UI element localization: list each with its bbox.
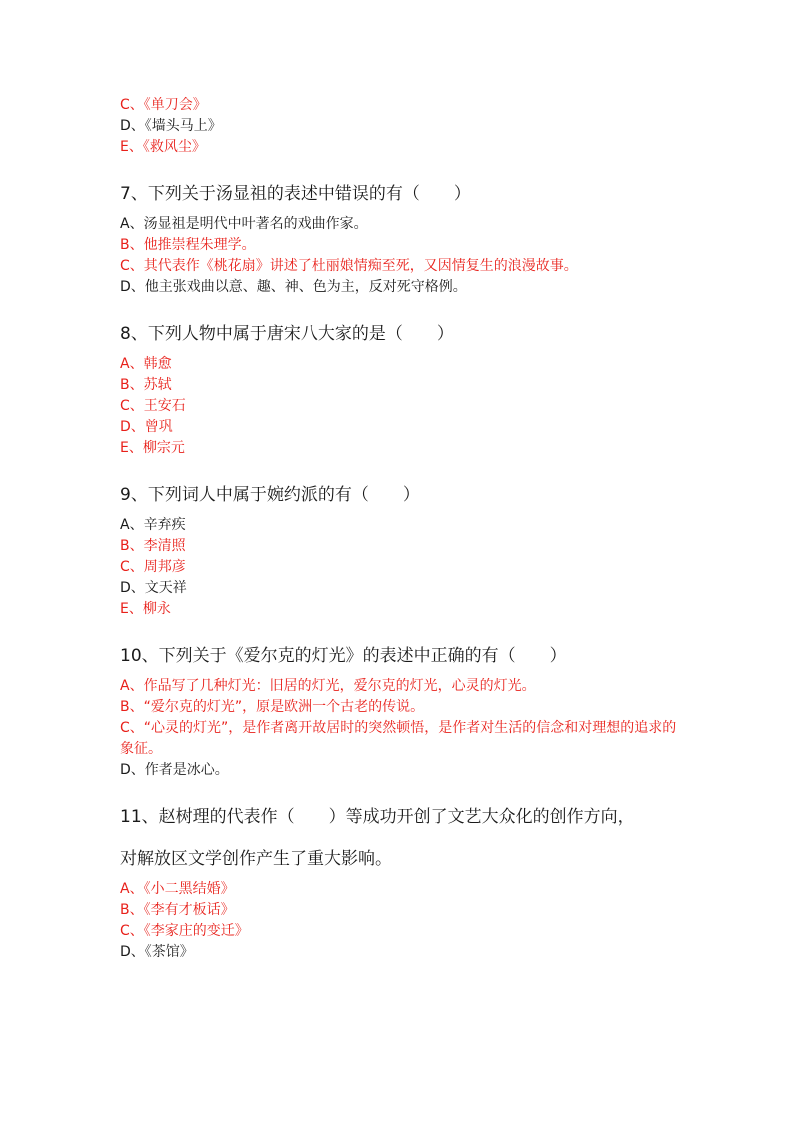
option-b: B、李清照 [120, 538, 186, 554]
option-e: E、柳永 [120, 601, 171, 617]
question-11: 11、赵树理的代表作（ ）等成功开创了文艺大众化的创作方向， [120, 807, 635, 827]
option-a: A、作品写了几种灯光：旧居的灯光，爱尔克的灯光，心灵的灯光。 [120, 678, 536, 694]
option-b: B、《李有才板话》 [120, 902, 235, 918]
question-11-options [120, 879, 700, 963]
option-d: D、曾巩 [120, 419, 173, 435]
option-e: E、柳宗元 [120, 440, 185, 456]
option-c: C、“心灵的灯光”，是作者离开故居时的突然顿悟，是作者对生活的信念和对理想的追求的象征。 [120, 720, 677, 757]
question-9-options [120, 515, 700, 620]
quiz-page [120, 95, 700, 963]
question-9: 9、下列词人中属于婉约派的有（ ） [120, 485, 420, 505]
option-b: B、苏轼 [120, 377, 172, 393]
option-d: D、他主张戏曲以意、趣、神、色为主，反对死守格例。 [120, 279, 467, 295]
option-c: C、周邦彦 [120, 559, 186, 575]
option-e: E、《救风尘》 [120, 139, 206, 155]
option-c: C、其代表作《桃花扇》讲述了杜丽娘情痴至死，又因情复生的浪漫故事。 [120, 258, 578, 274]
option-d: D、《墙头马上》 [120, 118, 222, 134]
option-a: A、《小二黑结婚》 [120, 881, 235, 897]
question-7: 7、下列关于汤显祖的表述中错误的有（ ） [120, 184, 471, 204]
question-10: 10、下列关于《爱尔克的灯光》的表述中正确的有（ ） [120, 646, 567, 666]
option-c: C、《李家庄的变迁》 [120, 923, 249, 939]
prev-options [120, 95, 700, 158]
option-d: D、《茶馆》 [120, 944, 194, 960]
question-11-continued: 对解放区文学创作产生了重大影响。 [120, 849, 392, 869]
question-8-options [120, 354, 700, 459]
option-c: C、王安石 [120, 398, 186, 414]
option-a: A、韩愈 [120, 356, 172, 372]
question-8: 8、下列人物中属于唐宋八大家的是（ ） [120, 324, 454, 344]
option-c: C、《单刀会》 [120, 97, 207, 113]
option-b: B、“爱尔克的灯光”，原是欧洲一个古老的传说。 [120, 699, 425, 715]
question-7-options [120, 214, 700, 298]
option-d: D、文天祥 [120, 580, 187, 596]
option-d: D、作者是冰心。 [120, 762, 229, 778]
option-a: A、辛弃疾 [120, 517, 186, 533]
option-a: A、汤显祖是明代中叶著名的戏曲作家。 [120, 216, 368, 232]
question-10-options [120, 676, 700, 781]
option-b: B、他推崇程朱理学。 [120, 237, 256, 253]
